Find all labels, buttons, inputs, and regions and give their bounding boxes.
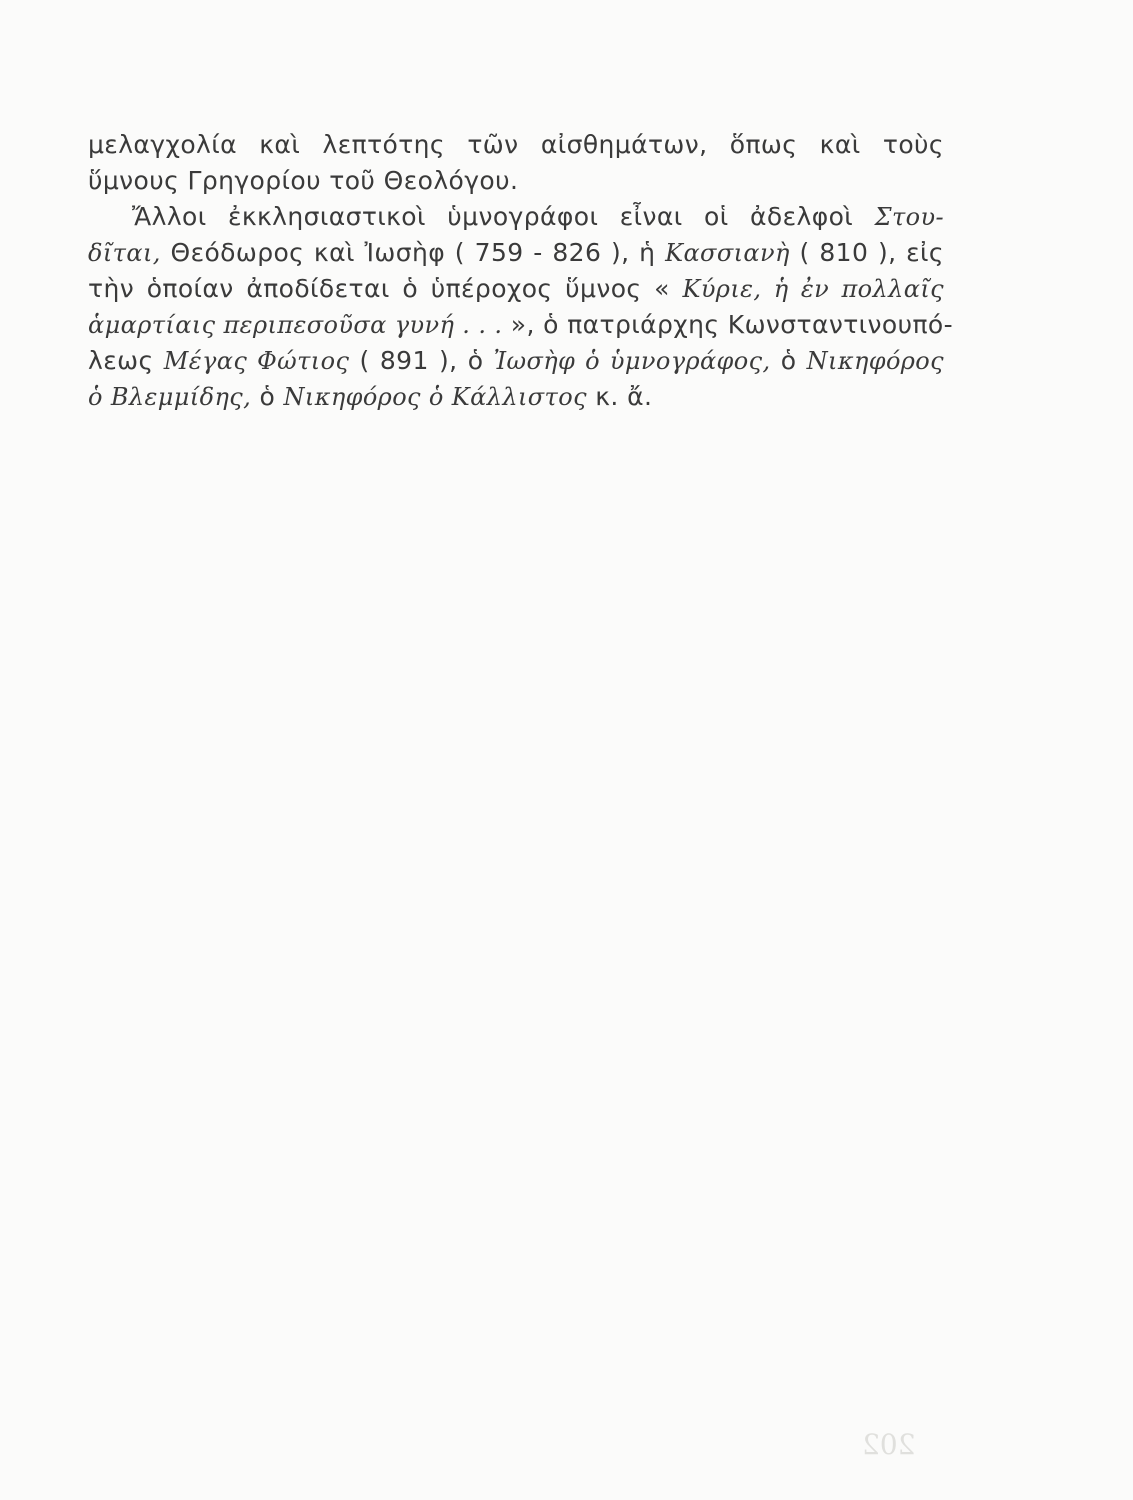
- italic-run: ἁμαρτίαις περιπεσοῦσα γυνή . . .: [88, 311, 503, 339]
- text-run: ὁ: [770, 346, 807, 375]
- text-run: Θεόδωρος καὶ Ἰωσὴφ ( 759 - 826 ), ἡ: [160, 238, 666, 267]
- page-number-bleedthrough: 202: [862, 1428, 916, 1461]
- text-run: ( 891 ), ὁ: [349, 346, 494, 375]
- italic-run: Νικηφόρος: [806, 347, 944, 375]
- text-run: », ὁ πατριάρχης Κωνσταντινουπό-: [502, 310, 954, 339]
- text-line: [88, 379, 944, 415]
- text-line: [88, 235, 944, 271]
- italic-run: Μέγας Φώτιος: [163, 347, 350, 375]
- text-run: ( 810 ), εἰς: [789, 238, 944, 267]
- italic-run: Ἰωσὴφ ὁ ὑμνογράφος,: [493, 347, 771, 375]
- text-line: [88, 163, 944, 199]
- text-line: [88, 307, 954, 343]
- text-line: [88, 127, 944, 163]
- text-run: Ἄλλοι ἐκκλησιαστικοὶ ὑμνογράφοι εἶναι οἱ ἀδελφοὶ: [132, 202, 875, 231]
- text-run: ὕμνους Γρηγορίου τοῦ Θεολόγου.: [88, 166, 519, 195]
- italic-run: Κασσιανὴ: [665, 239, 790, 267]
- text-line: [88, 271, 944, 307]
- text-run: ὁ: [251, 382, 284, 411]
- italic-run: Νικηφόρος ὁ Κάλλιστος: [283, 383, 587, 411]
- italic-run: ὁ Βλεμμίδης,: [88, 383, 252, 411]
- text-run: τὴν ὁποίαν ἀποδίδεται ὁ ὑπέροχος ὕμνος «: [88, 274, 683, 303]
- text-line: [88, 343, 944, 379]
- text-line: [88, 199, 944, 235]
- italic-run: δῖται,: [88, 239, 161, 267]
- italic-run: Κύριε, ἡ ἐν πολλαῖς: [682, 275, 944, 303]
- italic-run: Στου-: [874, 203, 944, 231]
- text-run: κ. ἄ.: [586, 382, 653, 411]
- text-run: μελαγχολία καὶ λεπτότης τῶν αἰσθημάτων, ὅπως καὶ τοὺς: [88, 130, 944, 159]
- body-text: [88, 127, 954, 415]
- text-run: λεως: [88, 346, 164, 375]
